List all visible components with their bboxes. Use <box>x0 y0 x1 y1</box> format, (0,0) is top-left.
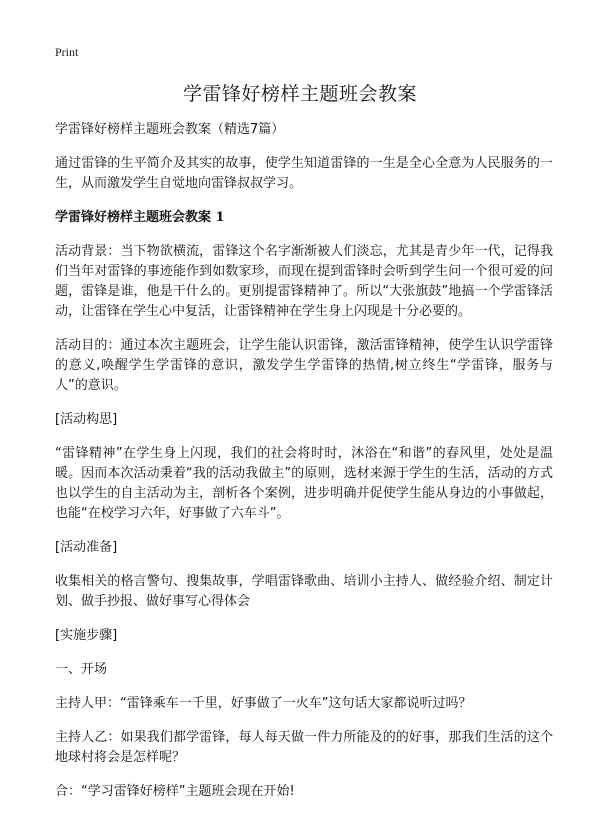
background-paragraph: 活动背景：当下物欲横流，雷锋这个名字渐渐被人们淡忘，尤其是青少年一代，记得我们当年对雷锋的事迹能作到如数家珍，而现在提到雷锋时会听到学生问一个很可爱的问题，雷锋是谁，他是干什么的。更别提雷锋精神了。所以“大张旗鼓”地搞一个学雷锋活动，让雷锋在学生心中复活，让雷锋精神在学生身上闪现是十分必要的。 <box>55 244 553 319</box>
document-body <box>55 120 553 816</box>
concept-heading: [活动构思] <box>55 412 118 427</box>
steps-heading: [实施步骤] <box>55 628 118 643</box>
host-b-line: 主持人乙：如果我们都学雷锋，每人每天做一件力所能及的的好事，那我们生活的这个地球村将会是怎样呢？ <box>55 730 553 765</box>
section-heading: 学雷锋好榜样主题班会教案 1 <box>55 210 225 225</box>
print-link[interactable]: Print <box>55 45 79 59</box>
host-a-line: 主持人甲：“雷锋乘车一千里，好事做了一火车”这句话大家都说听过吗？ <box>55 696 472 711</box>
together-line: 合：“学习雷锋好榜样”主题班会现在开始! <box>55 784 295 799</box>
prep-paragraph: 收集相关的格言警句、搜集故事，学唱雷锋歌曲、培训小主持人、做经验介绍、制定计划、做手抄报、做好事写心得体会 <box>55 574 553 609</box>
purpose-paragraph: 活动目的：通过本次主题班会，让学生能认识雷锋，激活雷锋精神，使学生认识学雷锋的意义,唤醒学生学雷锋的意识，激发学生学雷锋的热情,树立终生“学雷锋，服务与人”的意识。 <box>55 338 553 393</box>
intro-paragraph: 通过雷锋的生平简介及其实的故事，使学生知道雷锋的一生是全心全意为人民服务的一生，从而激发学生自觉地向雷锋叔叔学习。 <box>55 156 553 191</box>
page-title: 学雷锋好榜样主题班会教案 <box>182 83 417 105</box>
document-subtitle: 学雷锋好榜样主题班会教案（精选7篇） <box>55 122 285 137</box>
concept-paragraph: “雷锋精神”在学生身上闪现，我们的社会将时时，沐浴在“和谐”的春风里，处处是温暖。因而本次活动秉着“我的活动我做主”的原则，选材来源于学生的生活，活动的方式也以学生的自主活动为主，剖析各个案例，进步明确并促使学生能从身边的小事做起，也能“在校学习六年，好事做了六车斗”。 <box>55 446 553 521</box>
step-one: 一、开场 <box>55 662 108 677</box>
prep-heading: [活动准备] <box>55 540 118 555</box>
